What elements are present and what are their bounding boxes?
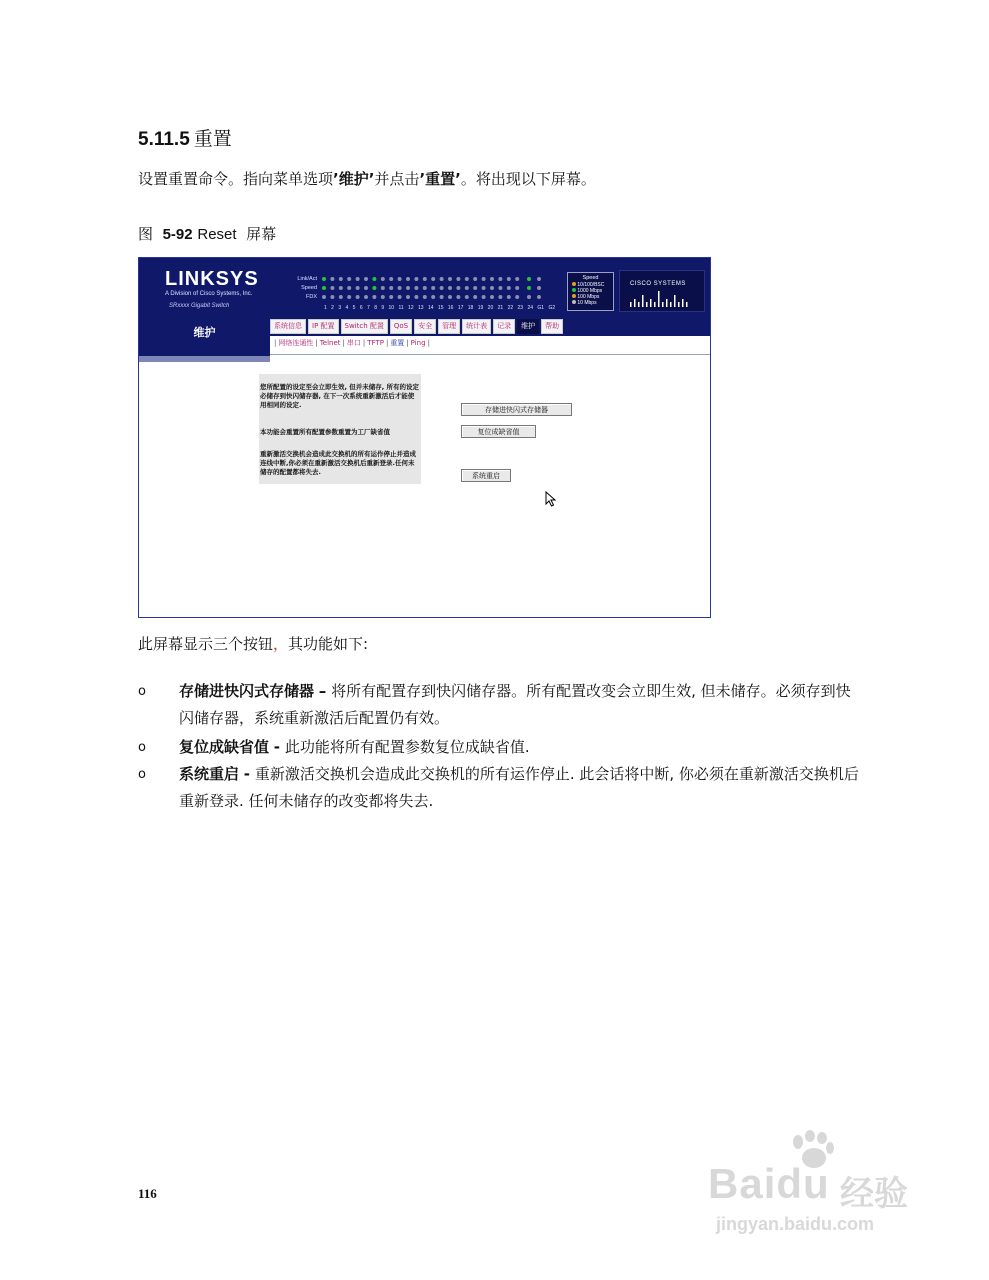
- bullet-marker: o: [138, 740, 146, 755]
- port-led-icon: [364, 295, 368, 299]
- port-led-icon: [330, 286, 334, 290]
- subnav-link[interactable]: 串口: [346, 339, 361, 347]
- bullet-reset-defaults: [179, 734, 859, 761]
- save-to-flash-button[interactable]: 存储进快闪式存储器: [461, 403, 572, 416]
- port-led-icon: [448, 277, 452, 281]
- port-led-icon: [448, 295, 452, 299]
- port-led-icon: [515, 286, 519, 290]
- header-bar: [139, 258, 710, 318]
- subnav-divider: [270, 354, 711, 355]
- port-led-icon: [406, 295, 410, 299]
- mouse-cursor-icon: [545, 491, 557, 507]
- port-led-icon: [372, 277, 376, 281]
- port-led-icon: [515, 295, 519, 299]
- logo-subtitle: A Division of Cisco Systems, Inc.: [165, 291, 253, 297]
- bullet-dash: -: [273, 738, 281, 756]
- port-led-icon: [389, 277, 393, 281]
- summary-comma: ，: [273, 635, 289, 653]
- port-led-icon: [423, 277, 427, 281]
- port-led-icon: [507, 277, 511, 281]
- bullet-term: 系统重启: [179, 765, 240, 783]
- port-led-icon: [389, 295, 393, 299]
- port-led-icon: [440, 277, 444, 281]
- intro-item-quote: ’重置’: [419, 170, 461, 188]
- bullet-term: 存储进快闪式存储器: [179, 682, 315, 700]
- buttons-summary: [138, 633, 368, 654]
- port-led-icon: [473, 286, 477, 290]
- port-led-icon: [482, 295, 486, 299]
- subnav-link[interactable]: TFTP: [367, 339, 384, 347]
- led-label-link: Link/Act: [297, 276, 317, 282]
- bullet-term: 复位成缺省值: [179, 738, 270, 756]
- cisco-logo: [619, 270, 705, 312]
- figure-name: Reset: [197, 226, 237, 243]
- port-led-icon: [347, 277, 351, 281]
- linksys-logo-block: [139, 258, 279, 318]
- subnav-link[interactable]: 网络连通性: [278, 339, 314, 347]
- port-led-panel: [289, 273, 561, 313]
- page-number: 116: [138, 1186, 157, 1201]
- port-led-icon: [339, 286, 343, 290]
- intro-menu-quote: ’维护’: [333, 170, 375, 188]
- port-led-icon: [356, 286, 360, 290]
- section-heading: [138, 124, 232, 151]
- subnav-separator: |: [274, 339, 277, 347]
- port-led-icon: [490, 277, 494, 281]
- subnav-separator: |: [315, 339, 318, 347]
- port-led-grid: [321, 276, 561, 304]
- port-led-icon: [322, 277, 326, 281]
- port-led-icon: [507, 286, 511, 290]
- port-led-icon: [456, 286, 460, 290]
- port-led-icon: [381, 277, 385, 281]
- port-led-icon: [537, 277, 541, 281]
- intro-text-2: 并点击: [374, 170, 420, 188]
- port-led-icon: [322, 286, 326, 290]
- port-led-icon: [527, 286, 531, 290]
- speed-legend-row: 10/100/BSC: [572, 282, 604, 288]
- bullet-dash: -: [243, 765, 251, 783]
- bullet-desc: 此功能将所有配置参数复位成缺省值.: [284, 738, 530, 756]
- tab-item[interactable]: 系统信息: [270, 319, 306, 334]
- subnav-link[interactable]: Telnet: [319, 339, 341, 347]
- bullet-dash: –: [318, 682, 327, 700]
- bullet-desc: 将所有配置存到快闪储存器。所有配置改变会立即生效, 但未储存。必须存到快闪储存器，系统重新激活后配置仍有效。: [179, 682, 851, 727]
- port-led-icon: [356, 277, 360, 281]
- port-led-icon: [456, 295, 460, 299]
- figure-suffix: 屏幕: [246, 225, 277, 243]
- status-led-icon: [572, 300, 576, 304]
- subnav-separator: |: [342, 339, 345, 347]
- port-led-icon: [431, 286, 435, 290]
- port-led-icon: [431, 295, 435, 299]
- port-led-icon: [527, 295, 531, 299]
- cisco-bars-icon: [630, 291, 696, 307]
- save-description: 您所配置的设定至会立即生效, 但并未储存, 所有的设定必储存到快闪储存器, 在下一次系统重新激活后才能使用相同的设定.: [260, 383, 419, 409]
- port-led-icon: [440, 295, 444, 299]
- section-divider: [139, 356, 270, 362]
- port-led-icon: [527, 277, 531, 281]
- port-led-icon: [406, 286, 410, 290]
- reset-screen-screenshot: [138, 257, 711, 618]
- speed-legend-row: 1000 Mbps: [572, 288, 602, 294]
- port-led-icon: [537, 286, 541, 290]
- intro-text-1: 设置重置命令。指向菜单选项: [138, 170, 334, 188]
- port-led-icon: [339, 277, 343, 281]
- subnav-link[interactable]: Ping: [410, 339, 426, 347]
- port-led-icon: [322, 295, 326, 299]
- reboot-button[interactable]: 系统重启: [461, 469, 511, 482]
- port-led-icon: [498, 277, 502, 281]
- port-led-icon: [490, 286, 494, 290]
- speed-legend-row: 100 Mbps: [572, 294, 599, 300]
- tab-item[interactable]: Switch 配置: [341, 319, 388, 334]
- port-led-icon: [456, 277, 460, 281]
- port-led-icon: [473, 277, 477, 281]
- subnav-link[interactable]: 重置: [390, 339, 405, 347]
- port-led-icon: [364, 277, 368, 281]
- port-led-icon: [537, 295, 541, 299]
- baidu-watermark: [700, 1130, 940, 1240]
- port-led-icon: [473, 295, 477, 299]
- tab-item[interactable]: 统计表: [462, 319, 491, 334]
- port-led-icon: [465, 277, 469, 281]
- port-led-icon: [364, 286, 368, 290]
- intro-text-3: 。将出现以下屏幕。: [460, 170, 596, 188]
- summary-text-1: 此屏幕显示三个按钮: [138, 635, 274, 653]
- reboot-description: 重新激活交换机会造成此交换机的所有运作停止并造成连线中断,你必须在重新激活交换机后重新登录.任何未储存的配置都将失去.: [260, 450, 416, 476]
- bullet-marker: o: [138, 684, 146, 699]
- port-led-icon: [398, 277, 402, 281]
- subnav-separator: |: [385, 339, 389, 347]
- figure-number: 5-92: [162, 226, 193, 243]
- port-led-icon: [482, 286, 486, 290]
- port-led-icon: [414, 286, 418, 290]
- bullet-marker: o: [138, 767, 146, 782]
- port-led-icon: [347, 286, 351, 290]
- port-led-icon: [356, 295, 360, 299]
- summary-text-2: 其功能如下:: [288, 635, 369, 653]
- port-led-icon: [414, 295, 418, 299]
- port-led-icon: [381, 286, 385, 290]
- status-led-icon: [572, 282, 576, 286]
- port-led-icon: [372, 295, 376, 299]
- section-label-box: [139, 318, 270, 356]
- port-led-icon: [398, 286, 402, 290]
- port-led-icon: [465, 286, 469, 290]
- tab-item[interactable]: 安全: [414, 319, 436, 334]
- port-led-icon: [389, 286, 393, 290]
- switch-model: SRxxxx Gigabit Switch: [169, 303, 230, 309]
- port-led-icon: [406, 277, 410, 281]
- intro-paragraph: [138, 168, 596, 189]
- port-led-icon: [423, 295, 427, 299]
- tab-item[interactable]: 管理: [438, 319, 460, 334]
- watermark-cn: 经验: [840, 1174, 908, 1214]
- reset-to-defaults-button[interactable]: 复位成缺省值: [461, 425, 536, 438]
- sub-navigation: [272, 338, 432, 348]
- speed-legend-row: 10 Mbps: [572, 300, 597, 306]
- port-led-icon: [398, 295, 402, 299]
- led-label-speed: Speed: [301, 285, 317, 291]
- subnav-separator: |: [406, 339, 409, 347]
- linksys-logo: LINKSYS: [165, 268, 259, 290]
- subnav-separator: |: [362, 339, 366, 347]
- port-led-icon: [381, 295, 385, 299]
- port-led-icon: [482, 277, 486, 281]
- section-label: 维护: [193, 326, 216, 339]
- bullet-desc: 重新激活交换机会造成此交换机的所有运作停止. 此会话将中断, 你必须在重新激活交换机后重新登录. 任何未储存的改变都将失去.: [179, 765, 859, 810]
- speed-legend: [567, 272, 614, 311]
- main-tabs: [270, 319, 563, 334]
- port-led-icon: [498, 295, 502, 299]
- port-led-icon: [507, 295, 511, 299]
- port-numbers: 1 2 3 4 5 6 7 8 9 10 11 12 13 14 15 16 17 18 19 20 21 22 23 24 G1 G2: [324, 305, 556, 311]
- bullet-save-to-flash: [179, 678, 859, 732]
- tab-item[interactable]: 记录: [493, 319, 515, 334]
- port-led-icon: [330, 277, 334, 281]
- port-led-icon: [440, 286, 444, 290]
- port-led-icon: [414, 277, 418, 281]
- tab-item[interactable]: IP 配置: [308, 319, 339, 334]
- watermark-url: jingyan.baidu.com: [716, 1214, 875, 1234]
- port-led-icon: [490, 295, 494, 299]
- port-led-icon: [448, 286, 452, 290]
- watermark-brand: Baidu: [708, 1160, 830, 1207]
- port-led-icon: [515, 277, 519, 281]
- port-led-icon: [347, 295, 351, 299]
- tab-item[interactable]: QoS: [390, 319, 412, 334]
- port-led-icon: [372, 286, 376, 290]
- led-label-fdx: FDX: [306, 294, 317, 300]
- port-led-icon: [465, 295, 469, 299]
- section-title: 重置: [193, 128, 232, 150]
- port-led-icon: [431, 277, 435, 281]
- status-led-icon: [572, 288, 576, 292]
- speed-legend-title: Speed: [582, 275, 599, 281]
- bullet-reboot: [179, 761, 859, 815]
- status-led-icon: [572, 294, 576, 298]
- tab-item[interactable]: 帮助: [541, 319, 563, 334]
- port-led-icon: [423, 286, 427, 290]
- port-led-icon: [498, 286, 502, 290]
- subnav-separator: |: [427, 339, 430, 347]
- reset-defaults-description: 本功能会重置所有配置参数重置为工厂缺省值: [260, 428, 390, 436]
- section-number: 5.11.5: [138, 129, 190, 150]
- port-led-icon: [330, 295, 334, 299]
- port-led-icon: [339, 295, 343, 299]
- cisco-logo-text: CISCO SYSTEMS: [630, 281, 686, 287]
- tab-item[interactable]: 维护: [517, 319, 539, 334]
- figure-caption: [138, 223, 276, 244]
- figure-prefix: 图: [138, 225, 154, 243]
